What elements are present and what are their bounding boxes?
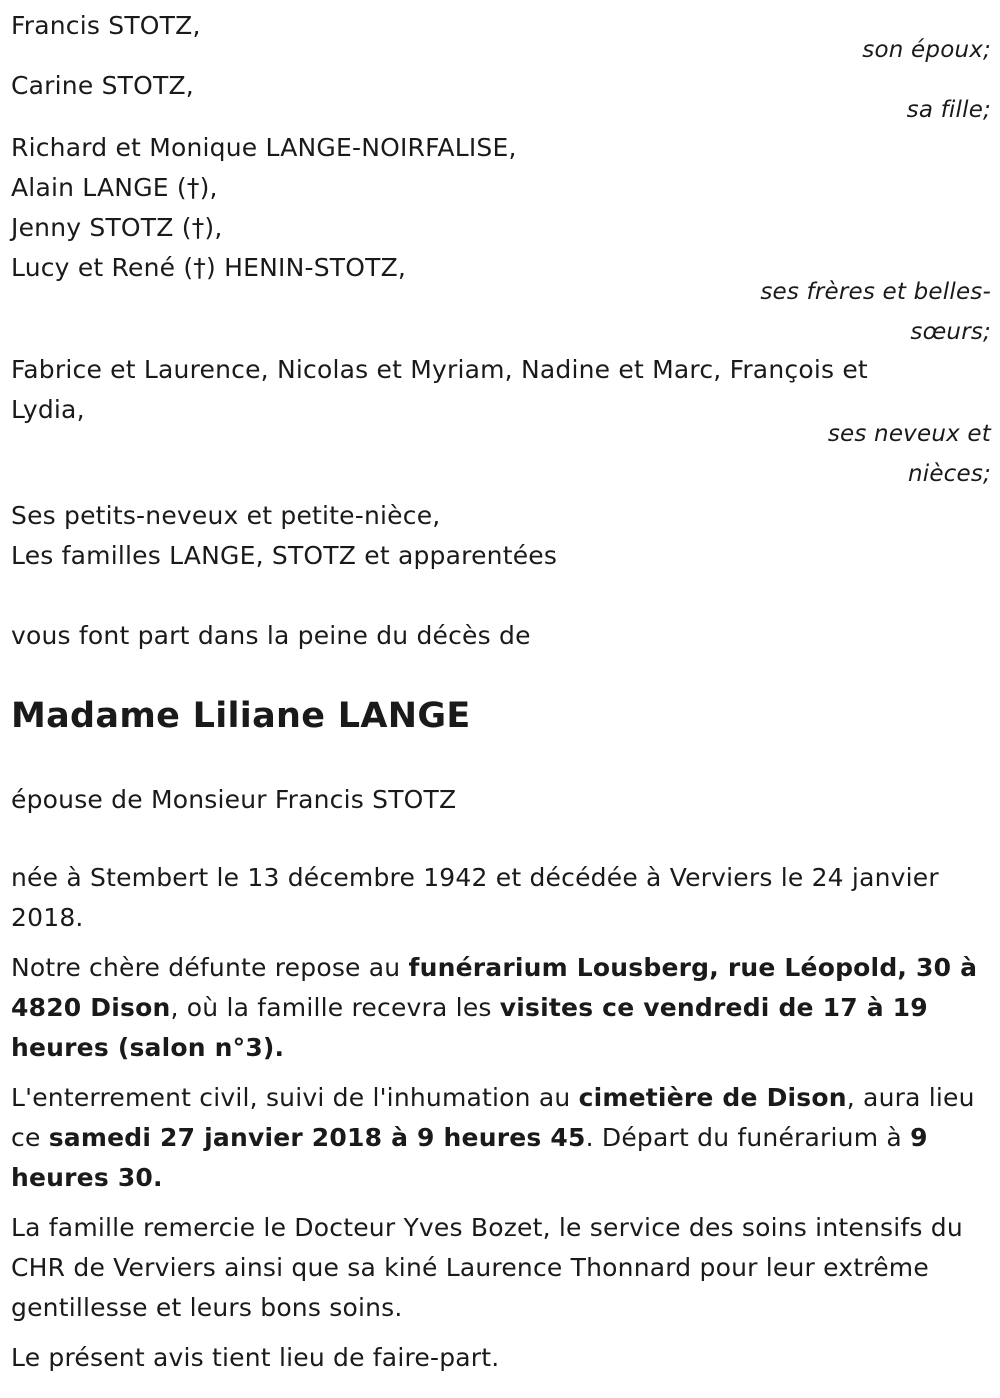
family-name-line: Fabrice et Laurence, Nicolas et Myriam, Nadine et Marc, François et Lydia,	[11, 355, 868, 424]
family-group-spouse	[11, 6, 991, 70]
family-group-siblings	[11, 128, 991, 352]
family-role: ses neveux et nièces;	[827, 421, 991, 487]
visiting-hours: visites ce vendredi de 17 à 19 heures (salon n°3).	[11, 993, 928, 1062]
closing-text: Le présent avis tient lieu de faire-part.	[11, 1343, 500, 1372]
family-name-line: Richard et Monique LANGE-NOIRFALISE,	[11, 133, 517, 162]
family-name-line: Lucy et René (†) HENIN-STOTZ,	[11, 253, 407, 282]
visitation-text	[11, 948, 991, 1068]
family-group-others	[11, 496, 991, 576]
burial-date-time: samedi 27 janvier 2018 à 9 heures 45	[48, 1123, 586, 1152]
family-name-line: Jenny STOTZ (†),	[11, 213, 223, 242]
birth-death-text: née à Stembert le 13 décembre 1942 et décédée à Verviers le 24 janvier 2018.	[11, 863, 939, 932]
family-name-line: Carine STOTZ,	[11, 71, 194, 100]
family-name-line: Ses petits-neveux et petite-nièce,	[11, 501, 441, 530]
thanks-text: La famille remercie le Docteur Yves Bozet, le service des soins intensifs du CHR de Verviers ainsi que sa kiné Laurence Thonnard pour leur extrême gentillesse et leurs bons soins.	[11, 1213, 963, 1322]
burial-text-part: . Départ du funérarium à	[585, 1123, 911, 1152]
family-group-daughter	[11, 66, 991, 130]
family-name-line: Alain LANGE (†),	[11, 173, 218, 202]
departure-time: 9 heures 30.	[11, 1123, 928, 1192]
family-name-line: Francis STOTZ,	[11, 11, 201, 40]
announcement-text: vous font part dans la peine du décès de	[11, 621, 531, 650]
visitation-text-part: Notre chère défunte repose au	[11, 953, 409, 982]
deceased-name: Madame Liliane LANGE	[11, 696, 471, 736]
spouse-line: épouse de Monsieur Francis STOTZ	[11, 785, 457, 814]
cemetery-name: cimetière de Dison	[578, 1083, 847, 1112]
burial-text-part: , aura lieu ce	[11, 1083, 975, 1152]
family-group-nephews	[11, 350, 991, 494]
family-role: sa fille;	[906, 97, 991, 123]
family-role: son époux;	[862, 37, 991, 63]
family-name-line: Les familles LANGE, STOTZ et apparentées	[11, 541, 558, 570]
funeral-home-address: funérarium Lousberg, rue Léopold, 30 à 4820 Dison	[11, 953, 978, 1022]
family-role: ses frères et belles-sœurs;	[760, 279, 991, 345]
visitation-text-part: , où la famille recevra les	[170, 993, 500, 1022]
burial-text	[11, 1078, 991, 1198]
burial-text-part: L'enterrement civil, suivi de l'inhumation au	[11, 1083, 579, 1112]
